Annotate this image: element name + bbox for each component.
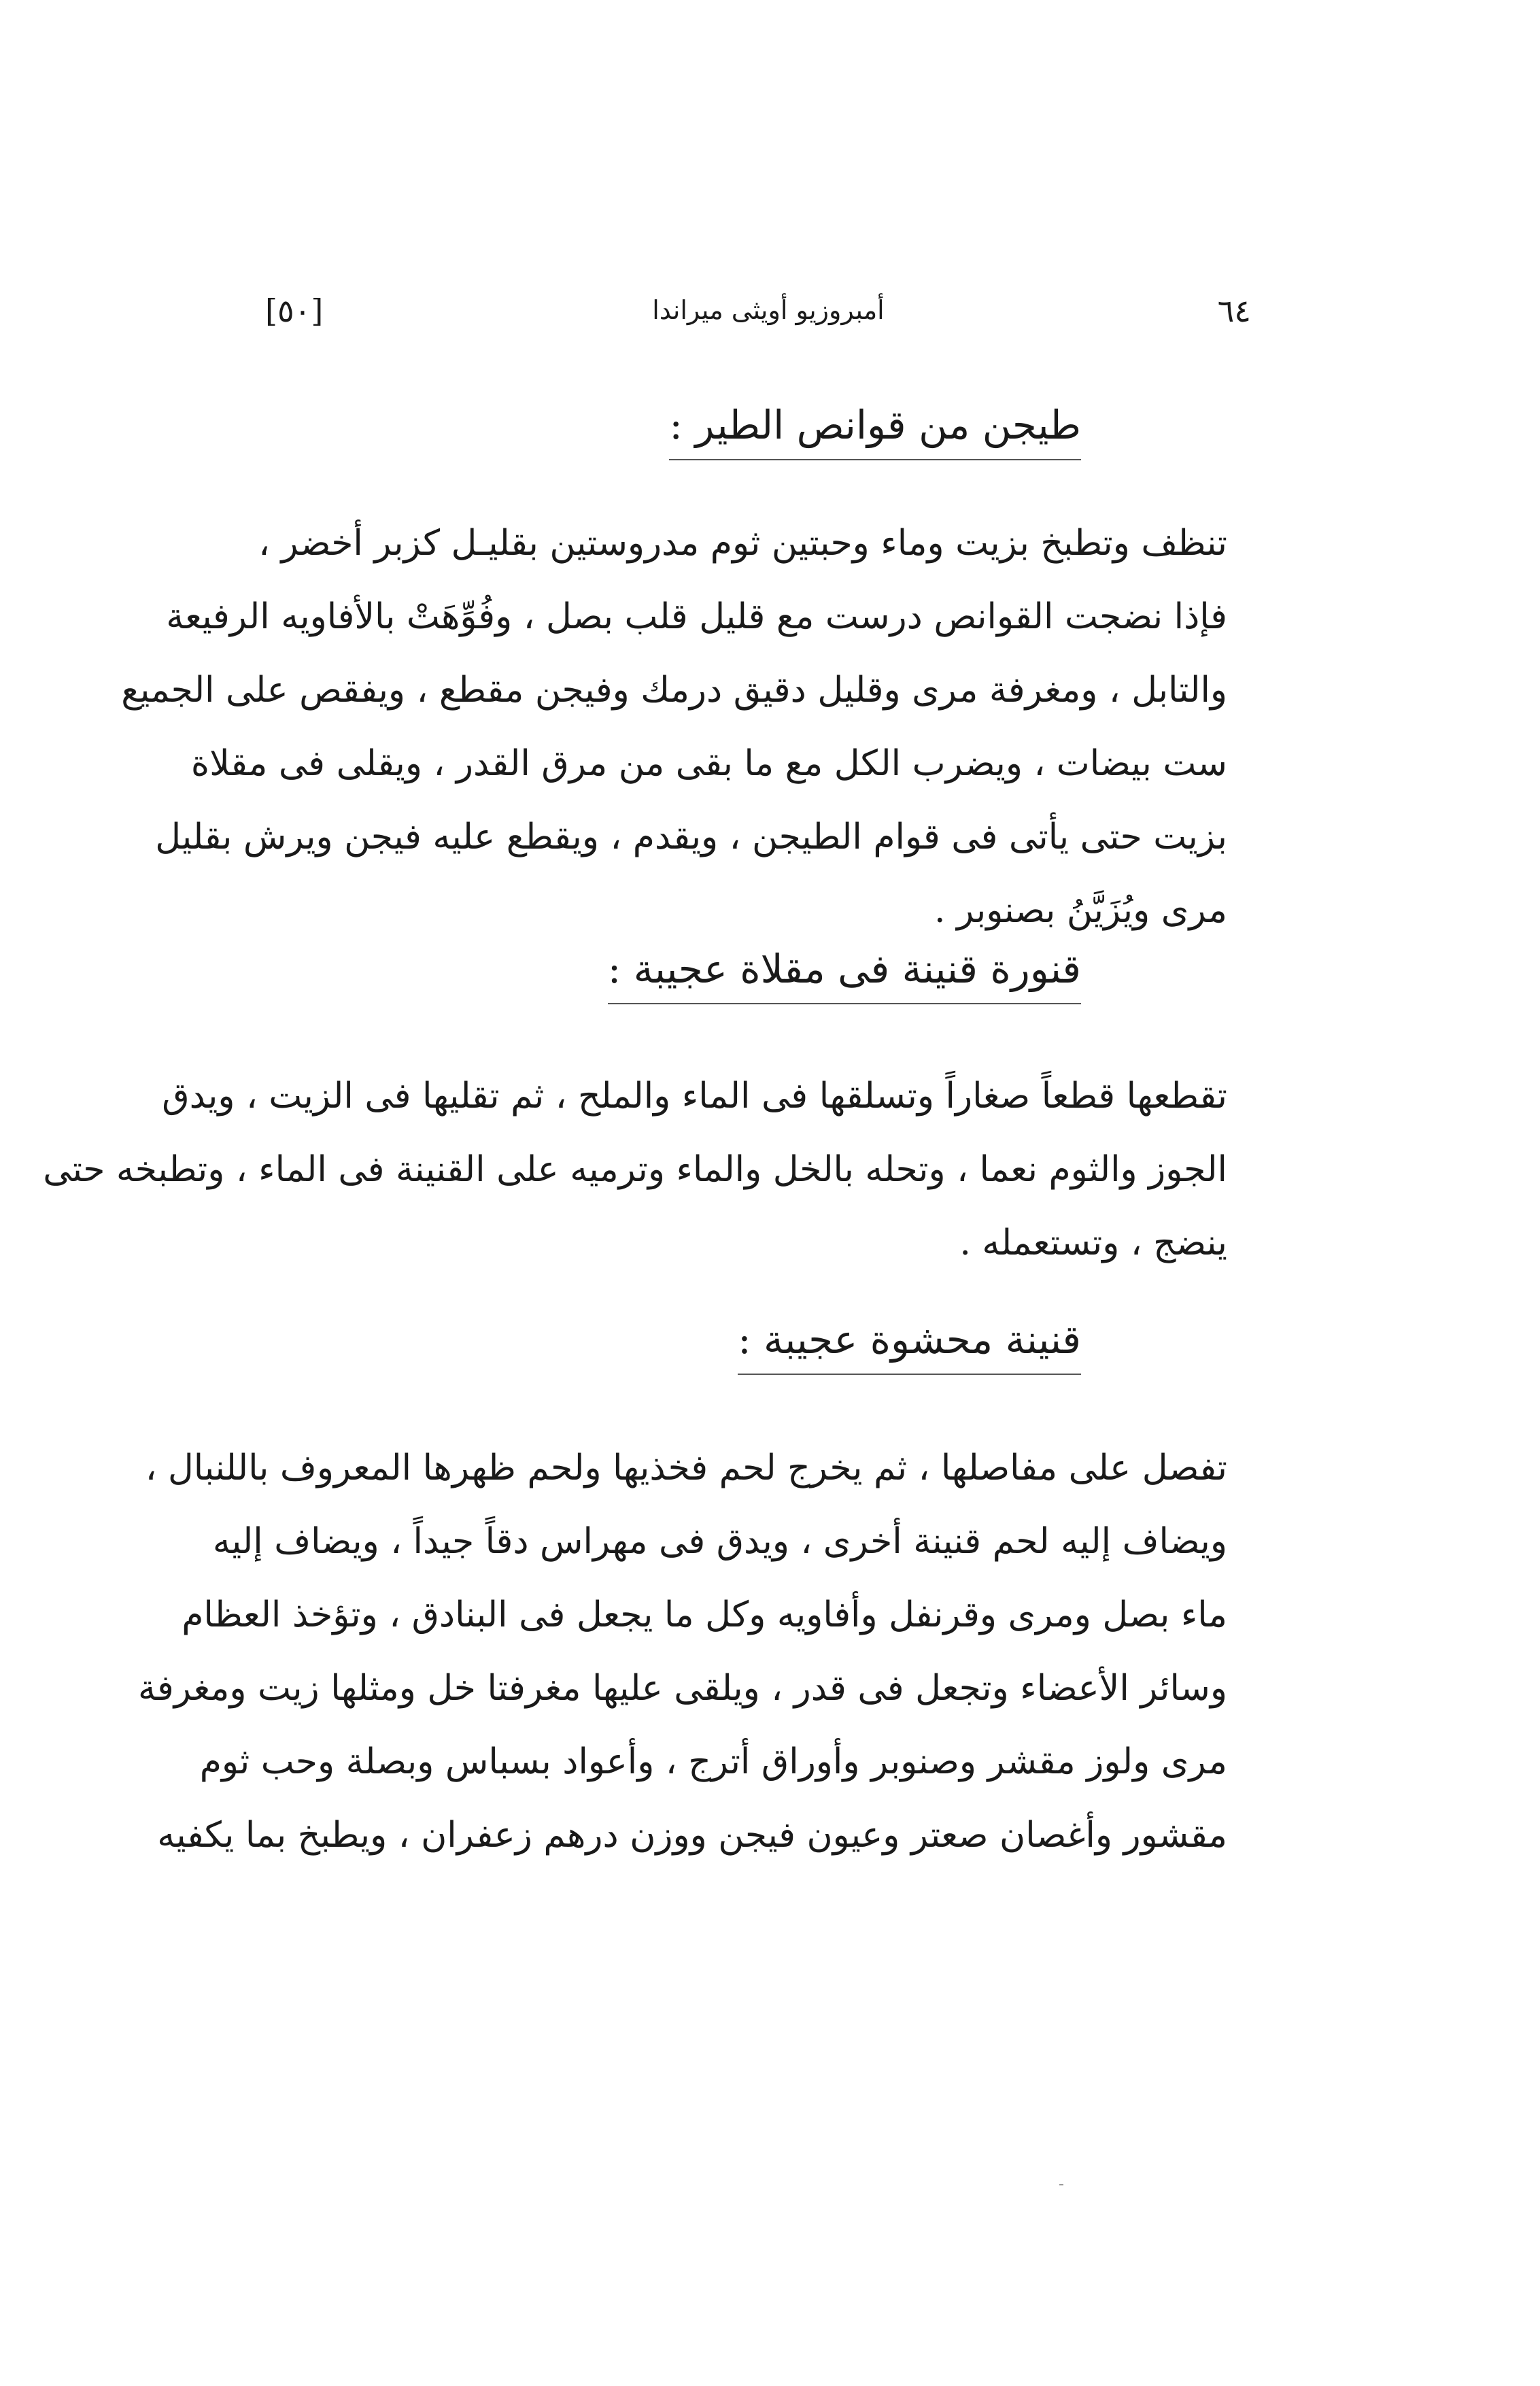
text-line: ست بيضات ، ويضرب الكل مع ما بقى من مرق القدر ، ويقلى فى مقلاة bbox=[190, 743, 1227, 784]
text-line: ويضاف إليه لحم قنينة أخرى ، ويدق فى مهراس دقاً جيداً ، ويضاف إليه bbox=[212, 1521, 1227, 1562]
text-line: ماء بصل ومرى وقرنفل وأفاويه وكل ما يجعل فى البنادق ، وتؤخذ العظام bbox=[182, 1595, 1227, 1635]
text-line: الجوز والثوم نعما ، وتحله بالخل والماء وترميه على القنينة فى الماء ، وتطبخه حتى bbox=[43, 1149, 1227, 1190]
page-number: ٦٤ bbox=[1217, 292, 1251, 329]
section-title-tajin-gizzards: طيجن من قوانص الطير : bbox=[669, 398, 1081, 460]
recipe-paragraph-3 bbox=[138, 1431, 1227, 1872]
page-header bbox=[258, 292, 1278, 347]
ink-speck bbox=[1059, 2184, 1063, 2185]
text-line: والتابل ، ومغرفة مرى وقليل دقيق درمك وفيجن مقطع ، ويفقص على الجميع bbox=[121, 670, 1227, 711]
recipe-paragraph-1 bbox=[121, 507, 1227, 947]
recipe-paragraph-2 bbox=[43, 1059, 1227, 1280]
section-title-stuffed-qannina: قنينة محشوة عجيبة : bbox=[738, 1312, 1081, 1375]
text-line: تفصل على مفاصلها ، ثم يخرج لحم فخذيها ولحم ظهرها المعروف باللنبال ، bbox=[145, 1448, 1227, 1488]
text-line: وسائر الأعضاء وتجعل فى قدر ، ويلقى عليها مغرفتا خل ومثلها زيت ومغرفة bbox=[138, 1668, 1227, 1709]
text-line: تنظف وتطبخ بزيت وماء وحبتين ثوم مدروستين بقليـل كزبر أخضر ، bbox=[258, 523, 1227, 564]
section-title-qannura: قنورة قنينة فى مقلاة عجيبة : bbox=[608, 942, 1081, 1004]
folio-number: [٥٠] bbox=[265, 292, 324, 329]
text-line: بزيت حتى يأتى فى قوام الطيجن ، ويقدم ، ويقطع عليه فيجن ويرش بقليل bbox=[155, 817, 1227, 857]
text-line: فإذا نضجت القوانص درست مع قليل قلب بصل ، وفُوِّهَتْ بالأفاويه الرفيعة bbox=[166, 596, 1227, 637]
text-line: ينضج ، وتستعمله . bbox=[959, 1223, 1227, 1263]
text-line: مرى ويُزَيَّنُ بصنوبر . bbox=[934, 890, 1227, 931]
running-title: أمبروزيو أويثى ميراندا bbox=[652, 295, 885, 325]
text-line: تقطعها قطعاً صغاراً وتسلقها فى الماء والملح ، ثم تقليها فى الزيت ، ويدق bbox=[162, 1076, 1227, 1117]
text-line: مرى ولوز مقشر وصنوبر وأوراق أترج ، وأعواد بسباس وبصلة وحب ثوم bbox=[199, 1741, 1227, 1782]
text-line: مقشور وأغصان صعتر وعيون فيجن ووزن درهم زعفران ، ويطبخ بما يكفيه bbox=[157, 1815, 1227, 1856]
